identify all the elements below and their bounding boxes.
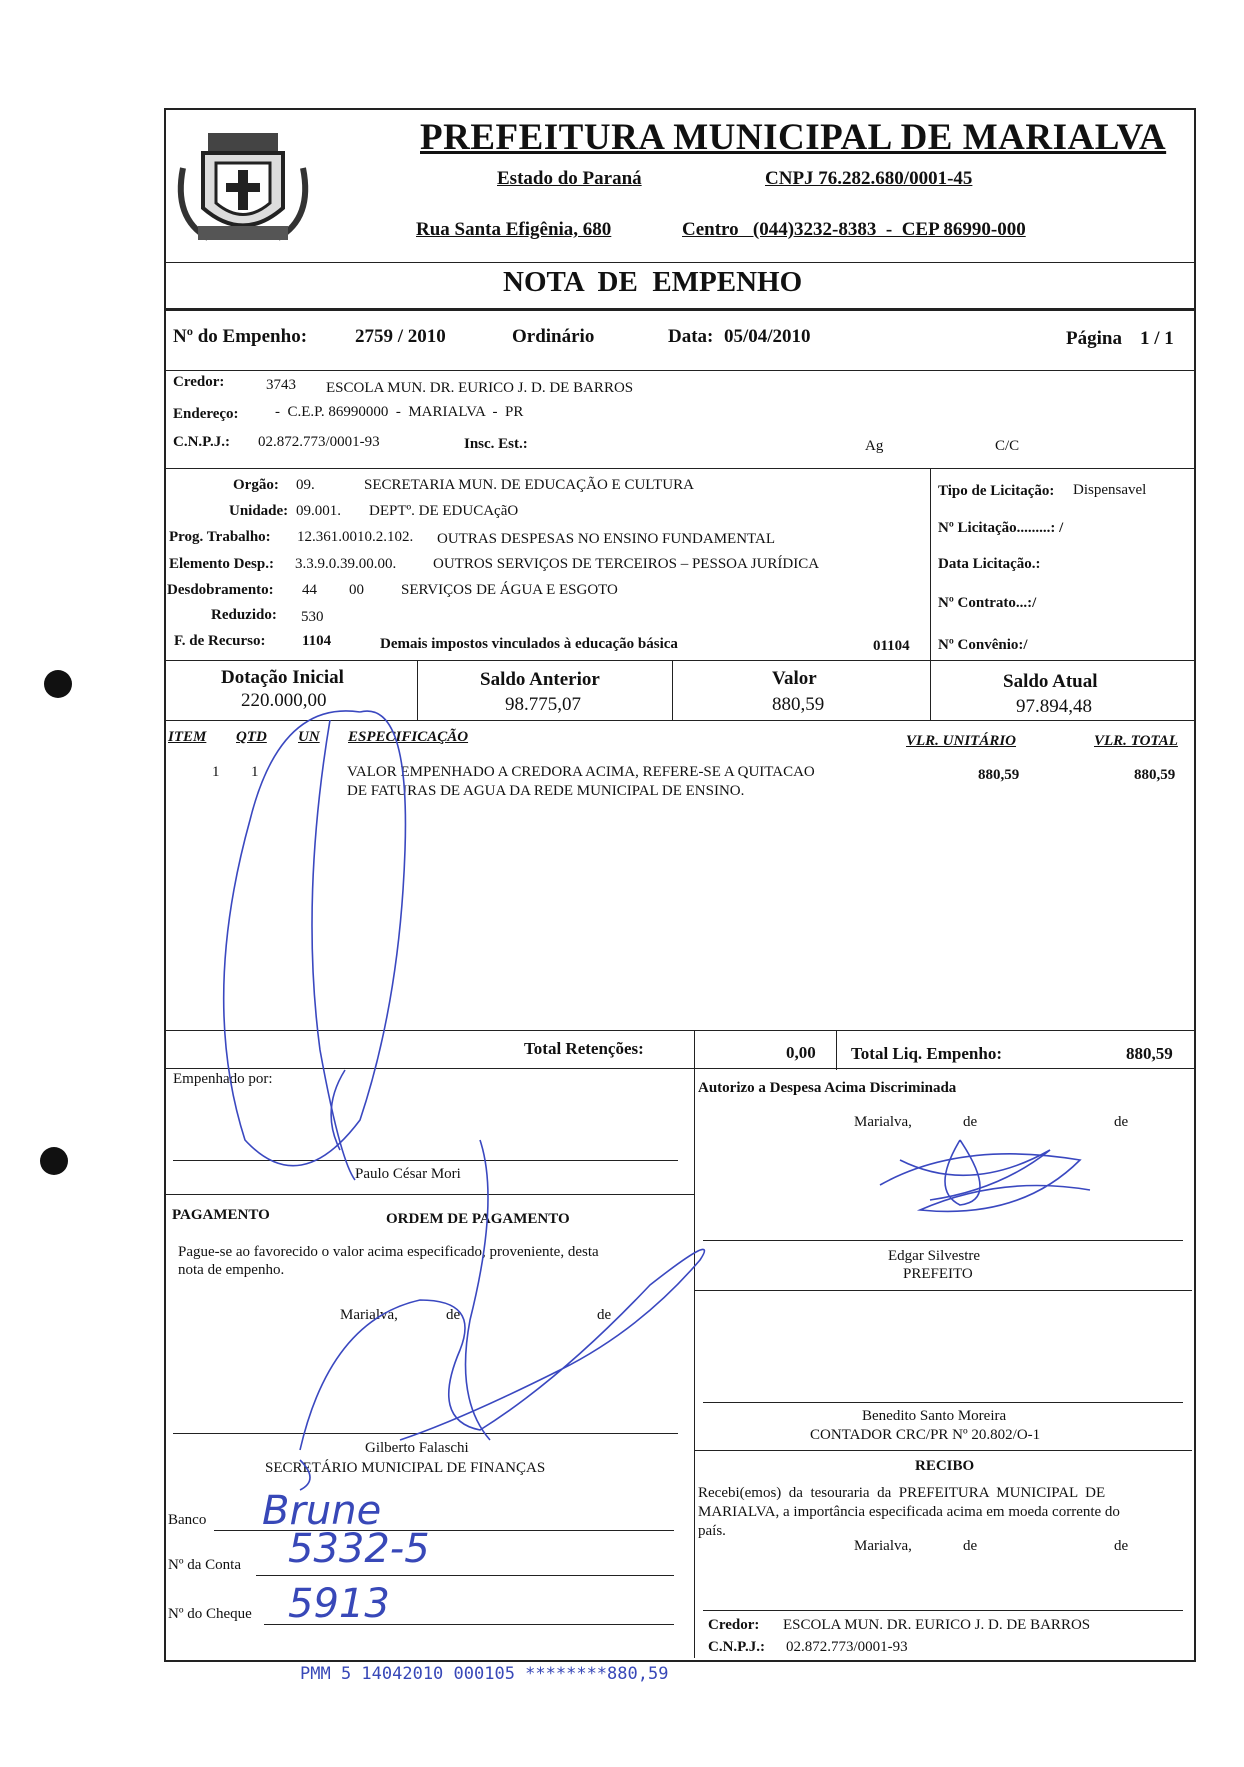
orgao-name: SECRETARIA MUN. DE EDUCAÇÃO E CULTURA: [364, 477, 694, 493]
col-unit-value: VLR. UNITÁRIO: [906, 733, 1017, 749]
banco-label: Banco: [168, 1512, 207, 1528]
empenho-date-label: Data:: [668, 326, 714, 347]
recurso-code: 1104: [302, 633, 332, 649]
ordem-pagamento-title: ORDEM DE PAGAMENTO: [386, 1211, 570, 1227]
empenho-date: 05/04/2010: [724, 326, 811, 347]
page-number: 1 / 1: [1140, 328, 1174, 349]
binder-hole-bottom: [40, 1147, 68, 1175]
header-cnpj: CNPJ 76.282.680/0001-45: [765, 168, 973, 189]
coat-of-arms-logo: [168, 108, 318, 258]
desdob-code2: 00: [349, 582, 364, 598]
row-spec-line1: VALOR EMPENHADO A CREDORA ACIMA, REFERE-SE A QUITACAO: [347, 764, 815, 780]
desdob-label: Desdobramento:: [167, 582, 274, 598]
retencoes-label: Total Retenções:: [524, 1039, 644, 1058]
row-item: 1: [212, 764, 220, 780]
pagamento-place: Marialva,: [340, 1307, 398, 1323]
elemento-label: Elemento Desp.:: [169, 556, 274, 572]
cc-label: C/C: [995, 438, 1020, 454]
credor-cnpj: 02.872.773/0001-93: [258, 434, 380, 450]
recibo-text-3: país.: [698, 1523, 726, 1539]
elemento-name: OUTROS SERVIÇOS DE TERCEIROS – PESSOA JURÍDICA: [433, 556, 820, 572]
recibo-credor: ESCOLA MUN. DR. EURICO J. D. DE BARROS: [783, 1617, 1091, 1633]
row-spec-line2: DE FATURAS DE AGUA DA REDE MUNICIPAL DE ENSINO.: [347, 783, 745, 799]
machine-stamp: PMM 5 14042010 000105 ********880,59: [300, 1664, 669, 1684]
saldo-atual-label: Saldo Atual: [1003, 671, 1098, 692]
header-address: Rua Santa Efigênia, 680: [416, 219, 612, 240]
credor-code: 3743: [266, 377, 296, 393]
pagamento-de2: de: [597, 1307, 612, 1323]
autorizo-title: Autorizo a Despesa Acima Discriminada: [698, 1080, 957, 1096]
prog-name: OUTRAS DESPESAS NO ENSINO FUNDAMENTAL: [437, 531, 775, 547]
mayor-name: Edgar Silvestre: [888, 1248, 981, 1264]
recurso-code2: 01104: [873, 638, 910, 654]
doc-title: NOTA DE EMPENHO: [503, 266, 803, 298]
num-licitacao-label: Nº Licitação.........: /: [938, 520, 1064, 536]
valor-label: Valor: [772, 668, 817, 689]
recibo-title: RECIBO: [915, 1458, 975, 1474]
header-contacts: Centro (044)3232-8383 - CEP 86990-000: [682, 219, 1026, 240]
col-total-value: VLR. TOTAL: [1094, 733, 1178, 749]
insc-label: Insc. Est.:: [464, 436, 528, 452]
orgao-label: Orgão:: [233, 477, 279, 493]
col-qtd: QTD: [236, 729, 267, 745]
recibo-place: Marialva,: [854, 1538, 912, 1554]
recibo-credor-label: Credor:: [708, 1617, 760, 1633]
banco-handwritten: Brune: [262, 1488, 382, 1534]
col-item: ITEM: [168, 729, 207, 745]
ag-label: Ag: [865, 438, 884, 454]
prog-code: 12.361.0010.2.102.: [297, 529, 414, 545]
unidade-name: DEPTº. DE EDUCAçãO: [369, 503, 519, 519]
reduzido-label: Reduzido:: [211, 607, 277, 623]
autorizo-de2: de: [1114, 1114, 1129, 1130]
secretary-role: SECRETÁRIO MUNICIPAL DE FINANÇAS: [265, 1460, 546, 1476]
tipo-licitacao-label: Tipo de Licitação:: [938, 483, 1055, 499]
empenhado-signer: Paulo César Mori: [355, 1166, 461, 1182]
valor-value: 880,59: [772, 694, 825, 715]
unidade-code: 09.001.: [296, 503, 341, 519]
saldo-anterior-label: Saldo Anterior: [480, 669, 600, 690]
address-label: Endereço:: [173, 406, 239, 422]
prog-label: Prog. Trabalho:: [169, 529, 271, 545]
row-qtd: 1: [251, 764, 259, 780]
elemento-code: 3.3.9.0.39.00.00.: [295, 556, 397, 572]
mayor-role: PREFEITO: [903, 1266, 973, 1282]
conta-handwritten: 5332-5: [288, 1526, 430, 1572]
conta-label: Nº da Conta: [168, 1557, 241, 1573]
binder-hole-top: [44, 670, 72, 698]
recurso-name: Demais impostos vinculados à educação básica: [380, 636, 678, 652]
page-label: Página: [1066, 328, 1122, 349]
cheque-label: Nº do Cheque: [168, 1606, 252, 1622]
cheque-handwritten: 5913: [288, 1581, 390, 1627]
header-state: Estado do Paraná: [497, 168, 642, 189]
empenho-type: Ordinário: [512, 326, 595, 347]
col-un: UN: [298, 729, 320, 745]
recibo-cnpj: 02.872.773/0001-93: [786, 1639, 908, 1655]
dotacao-inicial-label: Dotação Inicial: [221, 667, 344, 688]
desdob-code1: 44: [302, 582, 317, 598]
row-total-value: 880,59: [1134, 767, 1176, 783]
recibo-de1: de: [963, 1538, 978, 1554]
secretary-name: Gilberto Falaschi: [365, 1440, 469, 1456]
convenio-label: Nº Convênio:/: [938, 637, 1028, 653]
pagamento-title: PAGAMENTO: [172, 1207, 270, 1223]
saldo-anterior-value: 98.775,07: [505, 694, 581, 715]
cnpj-label: C.N.P.J.:: [173, 434, 230, 450]
empenho-label: Nº do Empenho:: [173, 326, 308, 347]
autorizo-de1: de: [963, 1114, 978, 1130]
data-licitacao-label: Data Licitação.:: [938, 556, 1041, 572]
desdob-name: SERVIÇOS DE ÁGUA E ESGOTO: [401, 582, 618, 598]
recibo-cnpj-label: C.N.P.J.:: [708, 1639, 765, 1655]
orgao-code: 09.: [296, 477, 315, 493]
liq-value: 880,59: [1126, 1044, 1173, 1063]
credor-label: Credor:: [173, 374, 225, 390]
contador-role: CONTADOR CRC/PR Nº 20.802/O-1: [810, 1427, 1041, 1443]
unidade-label: Unidade:: [229, 503, 289, 519]
contrato-label: Nº Contrato...:/: [938, 595, 1037, 611]
saldo-atual-value: 97.894,48: [1016, 696, 1092, 717]
recurso-label: F. de Recurso:: [174, 633, 266, 649]
contador-name: Benedito Santo Moreira: [862, 1408, 1007, 1424]
autorizo-place: Marialva,: [854, 1114, 912, 1130]
tipo-licitacao-value: Dispensavel: [1073, 482, 1147, 498]
credor-address: - C.E.P. 86990000 - MARIALVA - PR: [275, 404, 524, 420]
retencoes-value: 0,00: [786, 1043, 816, 1062]
pagamento-de1: de: [446, 1307, 461, 1323]
reduzido-value: 530: [301, 609, 324, 625]
row-unit-value: 880,59: [978, 767, 1020, 783]
recibo-text-1: Recebi(emos) da tesouraria da PREFEITURA MUNICIPAL DE: [698, 1485, 1106, 1501]
pagamento-text-2: nota de empenho.: [178, 1262, 285, 1278]
header-title: PREFEITURA MUNICIPAL DE MARIALVA: [420, 117, 1167, 158]
col-spec: ESPECIFICAÇÃO: [348, 729, 469, 745]
empenhado-label: Empenhado por:: [173, 1071, 273, 1087]
pagamento-text-1: Pague-se ao favorecido o valor acima especificado, proveniente, desta: [178, 1244, 599, 1260]
empenho-number: 2759 / 2010: [355, 326, 446, 347]
recibo-de2: de: [1114, 1538, 1129, 1554]
dotacao-inicial-value: 220.000,00: [241, 690, 327, 711]
recibo-text-2: MARIALVA, a importância especificada acima em moeda corrente do: [698, 1504, 1120, 1520]
liq-label: Total Liq. Empenho:: [851, 1044, 1002, 1063]
credor-name: ESCOLA MUN. DR. EURICO J. D. DE BARROS: [326, 380, 634, 396]
